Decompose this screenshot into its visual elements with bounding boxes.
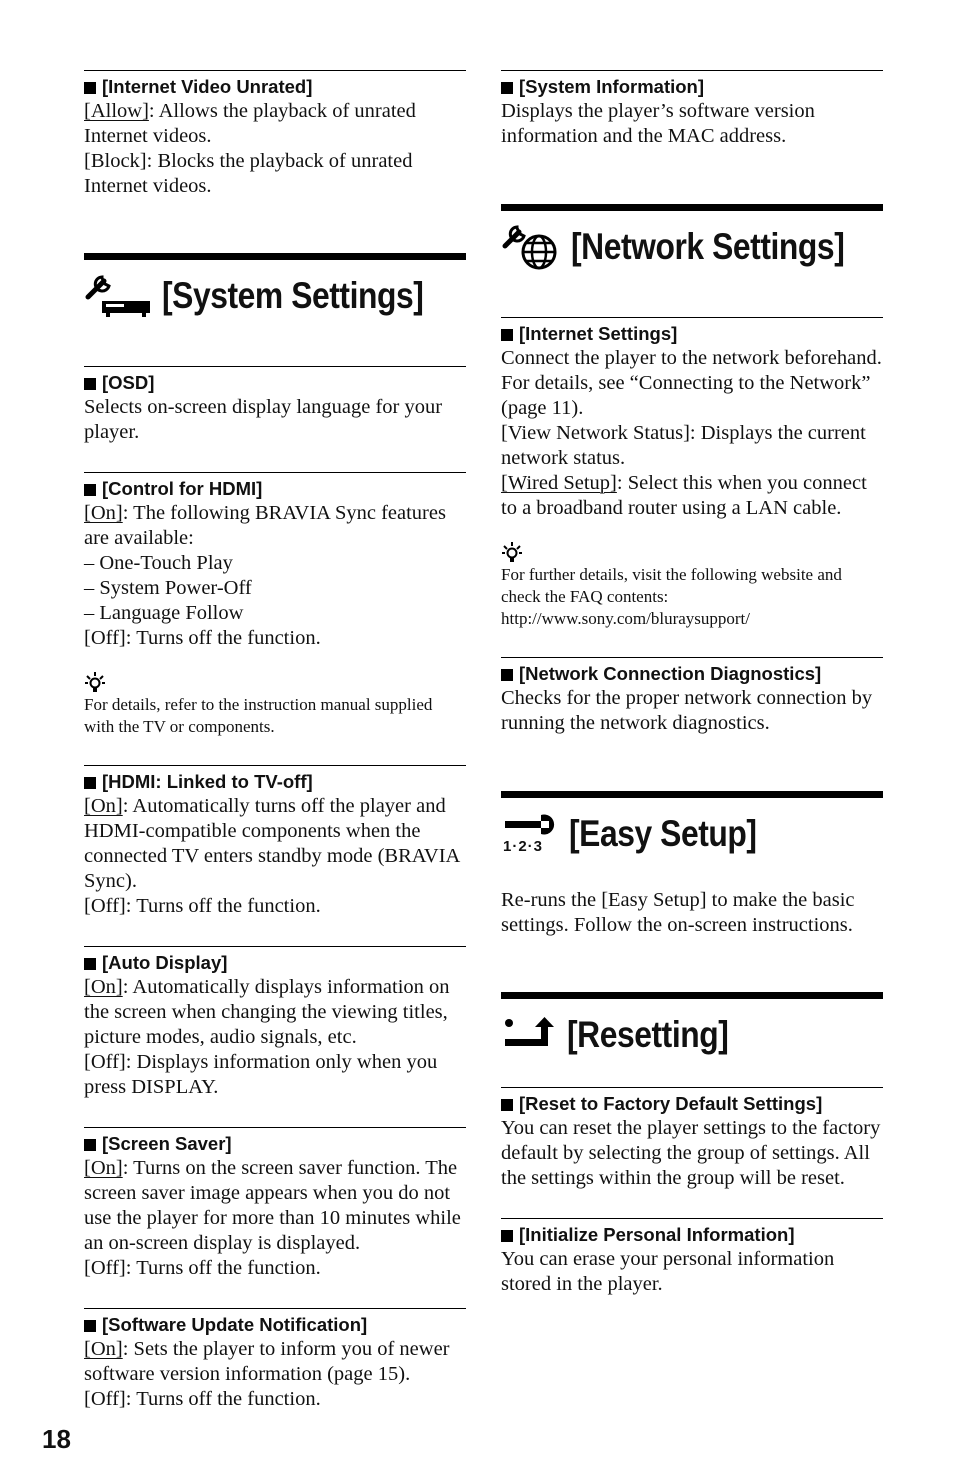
control-hdmi-block bbox=[84, 472, 466, 738]
wrench-device-icon bbox=[84, 273, 152, 319]
hdmi-linked-block bbox=[84, 765, 466, 919]
bullet-square-icon bbox=[84, 82, 96, 94]
support-url: http://www.sony.com/bluraysupport/ bbox=[501, 609, 750, 628]
auto-display-block bbox=[84, 946, 466, 1100]
bullet-square-icon bbox=[501, 329, 513, 341]
section-title: [System Settings] bbox=[162, 275, 424, 316]
subsection-heading: [System Information] bbox=[501, 74, 883, 99]
bullet-square-icon bbox=[84, 484, 96, 496]
bullet-square-icon bbox=[501, 669, 513, 681]
list-item: – One-Touch Play bbox=[84, 552, 233, 574]
allow-option: [Allow]: Allows the playback of unrated Internet videos. bbox=[84, 100, 416, 147]
lightbulb-hint-icon bbox=[84, 670, 106, 694]
section-header bbox=[501, 798, 883, 870]
subsection-heading: [Control for HDMI] bbox=[84, 476, 466, 501]
subsection-heading: [Screen Saver] bbox=[84, 1131, 466, 1156]
default-option-key: [On] bbox=[84, 976, 123, 998]
on-option: [On]: The following BRAVIA Sync features are available: bbox=[84, 502, 446, 549]
software-update-block bbox=[84, 1308, 466, 1412]
off-option: [Off]: Turns off the function. bbox=[84, 1388, 321, 1410]
view-network-status-option: [View Network Status]: Displays the current network status. bbox=[501, 422, 866, 469]
right-column bbox=[501, 70, 883, 1324]
initialize-description: You can erase your personal information stored in the player. bbox=[501, 1248, 835, 1295]
on-option: [On]: Automatically turns off the player and HDMI-compatible components when the connected TV enters standby mode (BRAVIA Sync). bbox=[84, 795, 460, 892]
default-option-key: [Allow] bbox=[84, 100, 149, 122]
on-option: [On]: Sets the player to inform you of newer software version information (page 15). bbox=[84, 1338, 450, 1385]
default-option-key: [Wired Setup] bbox=[501, 472, 617, 494]
off-option: [Off]: Turns off the function. bbox=[84, 627, 321, 649]
bullet-square-icon bbox=[84, 1139, 96, 1151]
bullet-square-icon bbox=[501, 82, 513, 94]
wired-setup-option: [Wired Setup]: Select this when you connect to a broadband router using a LAN cable. bbox=[501, 472, 867, 519]
wrench-globe-icon bbox=[501, 222, 561, 272]
default-option-key: [On] bbox=[84, 795, 123, 817]
bullet-square-icon bbox=[84, 958, 96, 970]
network-settings-section bbox=[501, 204, 883, 283]
subsection-heading: [Network Connection Diagnostics] bbox=[501, 661, 883, 686]
left-column bbox=[84, 70, 466, 1439]
system-information-description: Displays the player’s software version information and the MAC address. bbox=[501, 100, 815, 147]
lightbulb-hint-icon bbox=[501, 540, 523, 564]
subsection-heading: [Internet Video Unrated] bbox=[84, 74, 466, 99]
subsection-heading: [Software Update Notification] bbox=[84, 1312, 466, 1337]
resetting-section bbox=[501, 992, 883, 1071]
easy-setup-section bbox=[501, 791, 883, 870]
subsection-heading: [Reset to Factory Default Settings] bbox=[501, 1091, 883, 1116]
subsection-heading: [HDMI: Linked to TV-off] bbox=[84, 769, 466, 794]
internet-settings-block bbox=[501, 317, 883, 630]
internet-settings-description: Connect the player to the network beforehand. For details, see “Connecting to the Network” (page 11). bbox=[501, 347, 882, 419]
page-number: 18 bbox=[42, 1424, 71, 1454]
subsection-heading: [OSD] bbox=[84, 370, 466, 395]
default-option-key: [On] bbox=[84, 1338, 123, 1360]
easy-setup-icon-caption: 1·2·3 bbox=[503, 838, 544, 855]
osd-block bbox=[84, 366, 466, 445]
section-header bbox=[501, 211, 883, 283]
off-option: [Off]: Turns off the function. bbox=[84, 895, 321, 917]
internet-video-unrated-block bbox=[84, 70, 466, 199]
default-option-key: [On] bbox=[84, 1157, 123, 1179]
network-diagnostics-block bbox=[501, 657, 883, 736]
section-title: [Easy Setup] bbox=[569, 813, 757, 854]
reset-icon bbox=[501, 1015, 557, 1055]
easy-setup-icon bbox=[501, 809, 559, 859]
subsection-heading: [Internet Settings] bbox=[501, 321, 883, 346]
diagnostics-description: Checks for the proper network connection by running the network diagnostics. bbox=[501, 687, 873, 734]
hint-text: For details, refer to the instruction manual supplied with the TV or components. bbox=[84, 695, 433, 736]
factory-default-block bbox=[501, 1087, 883, 1191]
list-item: – Language Follow bbox=[84, 602, 244, 624]
list-item: – System Power-Off bbox=[84, 577, 252, 599]
section-header bbox=[84, 260, 466, 332]
bullet-square-icon bbox=[501, 1099, 513, 1111]
bullet-square-icon bbox=[501, 1230, 513, 1242]
on-option: [On]: Automatically displays information on the screen when changing the viewing titles, picture modes, audio signals, etc. bbox=[84, 976, 450, 1048]
system-information-block bbox=[501, 70, 883, 149]
bullet-square-icon bbox=[84, 1320, 96, 1332]
initialize-personal-info-block bbox=[501, 1218, 883, 1297]
block-option: [Block]: Blocks the playback of unrated Internet videos. bbox=[84, 150, 413, 197]
section-title: [Network Settings] bbox=[571, 226, 845, 267]
hint-text: For further details, visit the following website and check the FAQ contents: bbox=[501, 565, 842, 606]
factory-default-description: You can reset the player settings to the factory default by selecting the group of settings. All the settings within the group will be reset. bbox=[501, 1117, 881, 1189]
off-option: [Off]: Displays information only when you press DISPLAY. bbox=[84, 1051, 438, 1098]
subsection-heading: [Initialize Personal Information] bbox=[501, 1222, 883, 1247]
off-option: [Off]: Turns off the function. bbox=[84, 1257, 321, 1279]
bullet-square-icon bbox=[84, 378, 96, 390]
system-settings-section bbox=[84, 253, 466, 332]
bullet-square-icon bbox=[84, 777, 96, 789]
screen-saver-block bbox=[84, 1127, 466, 1281]
default-option-key: [On] bbox=[84, 502, 123, 524]
easy-setup-description: Re-runs the [Easy Setup] to make the basic settings. Follow the on-screen instructions. bbox=[501, 889, 855, 936]
subsection-heading: [Auto Display] bbox=[84, 950, 466, 975]
osd-description: Selects on-screen display language for your player. bbox=[84, 396, 443, 443]
section-title: [Resetting] bbox=[567, 1014, 729, 1055]
on-option: [On]: Turns on the screen saver function. The screen saver image appears when you do not use the player for more than 10 minutes while an on-screen display is displayed. bbox=[84, 1157, 461, 1254]
section-header bbox=[501, 999, 883, 1071]
